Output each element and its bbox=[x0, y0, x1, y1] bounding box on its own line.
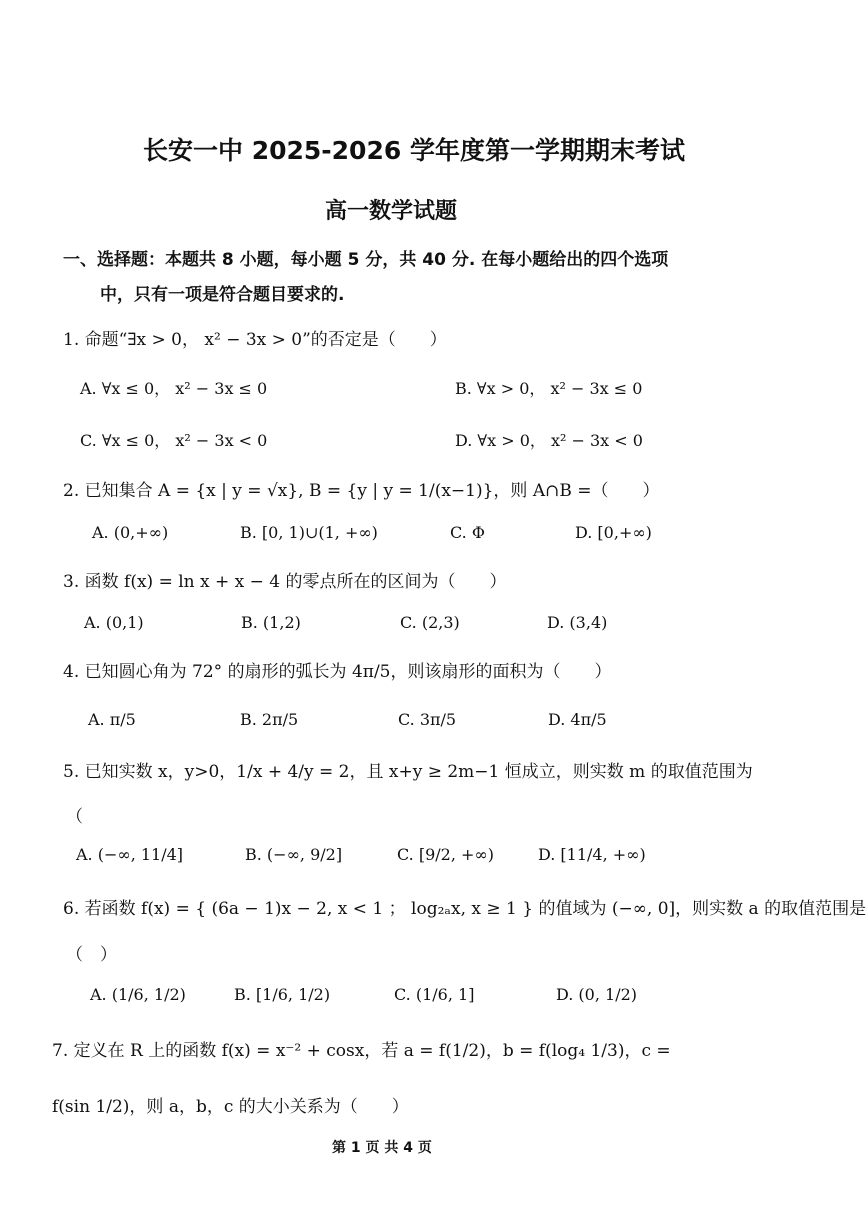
page-subtitle: 高一数学试题 bbox=[325, 199, 458, 224]
page-number: 第 1 页 共 4 页 bbox=[332, 1140, 432, 1156]
page-title: 长安一中 2025-2026 学年度第一学期期末考试 bbox=[143, 136, 685, 165]
question-2-option-a: A. (0,+∞) bbox=[92, 523, 169, 542]
question-2-option-c: C. Φ bbox=[450, 523, 485, 542]
question-7-stem: 7. 定义在 R 上的函数 f(x) = x⁻² + cosx，若 a = f(1/2)，b = f(log₄ 1/3)，c = bbox=[52, 1041, 671, 1061]
question-1-option-b: B. ∀x > 0， x² − 3x ≤ 0 bbox=[455, 379, 643, 398]
question-4-option-c: C. 3π/5 bbox=[398, 710, 457, 729]
question-3-option-b: B. (1,2) bbox=[241, 613, 301, 632]
question-6-option-d: D. (0, 1/2) bbox=[556, 985, 638, 1004]
question-4-stem: 4. 已知圆心角为 72° 的扇形的弧长为 4π/5，则该扇形的面积为（ ） bbox=[63, 662, 612, 682]
question-6-option-a: A. (1/6, 1/2) bbox=[90, 985, 186, 1004]
question-5-stem: 5. 已知实数 x，y>0，1/x + 4/y = 2，且 x+y ≥ 2m−1 恒成立，则实数 m 的取值范围为 bbox=[63, 762, 753, 782]
question-5-option-b: B. (−∞, 9/2] bbox=[245, 845, 343, 864]
question-5-option-a: A. (−∞, 11/4] bbox=[76, 845, 184, 864]
question-3-stem: 3. 函数 f(x) = ln x + x − 4 的零点所在的区间为（ ） bbox=[63, 572, 507, 592]
question-6-stem: 6. 若函数 f(x) = { (6a − 1)x − 2, x < 1 ； log₂ₐx, x ≥ 1 } 的值域为 (−∞, 0]，则实数 a 的取值范围是 bbox=[63, 899, 867, 919]
question-1-option-a: A. ∀x ≤ 0， x² − 3x ≤ 0 bbox=[80, 379, 268, 398]
question-5-option-c: C. [9/2, +∞) bbox=[397, 845, 494, 864]
section-heading-line2: 中，只有一项是符合题目要求的. bbox=[100, 285, 345, 305]
question-5-option-d: D. [11/4, +∞) bbox=[538, 845, 646, 864]
question-2-option-b: B. [0, 1)∪(1, +∞) bbox=[240, 523, 378, 542]
question-6-option-c: C. (1/6, 1] bbox=[394, 985, 475, 1004]
section-heading-line1: 一、选择题：本题共 8 小题，每小题 5 分，共 40 分. 在每小题给出的四个选项 bbox=[63, 250, 669, 270]
question-2-stem: 2. 已知集合 A = {x | y = √x}, B = {y | y = 1/(x−1)}，则 A∩B =（ ） bbox=[63, 481, 660, 501]
question-1-stem: 1. 命题“∃x > 0， x² − 3x > 0”的否定是（ ） bbox=[63, 330, 447, 350]
question-2-option-d: D. [0,+∞) bbox=[575, 523, 652, 542]
question-5-stem-cont: （ bbox=[66, 807, 83, 827]
question-7-stem-cont: f(sin 1/2)，则 a，b，c 的大小关系为（ ） bbox=[52, 1097, 409, 1117]
question-6-option-b: B. [1/6, 1/2) bbox=[234, 985, 331, 1004]
question-4-option-d: D. 4π/5 bbox=[548, 710, 607, 729]
question-1-option-c: C. ∀x ≤ 0， x² − 3x < 0 bbox=[80, 431, 268, 450]
question-4-option-a: A. π/5 bbox=[88, 710, 136, 729]
question-1-option-d: D. ∀x > 0， x² − 3x < 0 bbox=[455, 431, 643, 450]
question-3-option-d: D. (3,4) bbox=[547, 613, 608, 632]
question-4-option-b: B. 2π/5 bbox=[240, 710, 299, 729]
question-3-option-c: C. (2,3) bbox=[400, 613, 460, 632]
question-3-option-a: A. (0,1) bbox=[84, 613, 144, 632]
question-6-stem-cont: （ ） bbox=[66, 945, 117, 965]
